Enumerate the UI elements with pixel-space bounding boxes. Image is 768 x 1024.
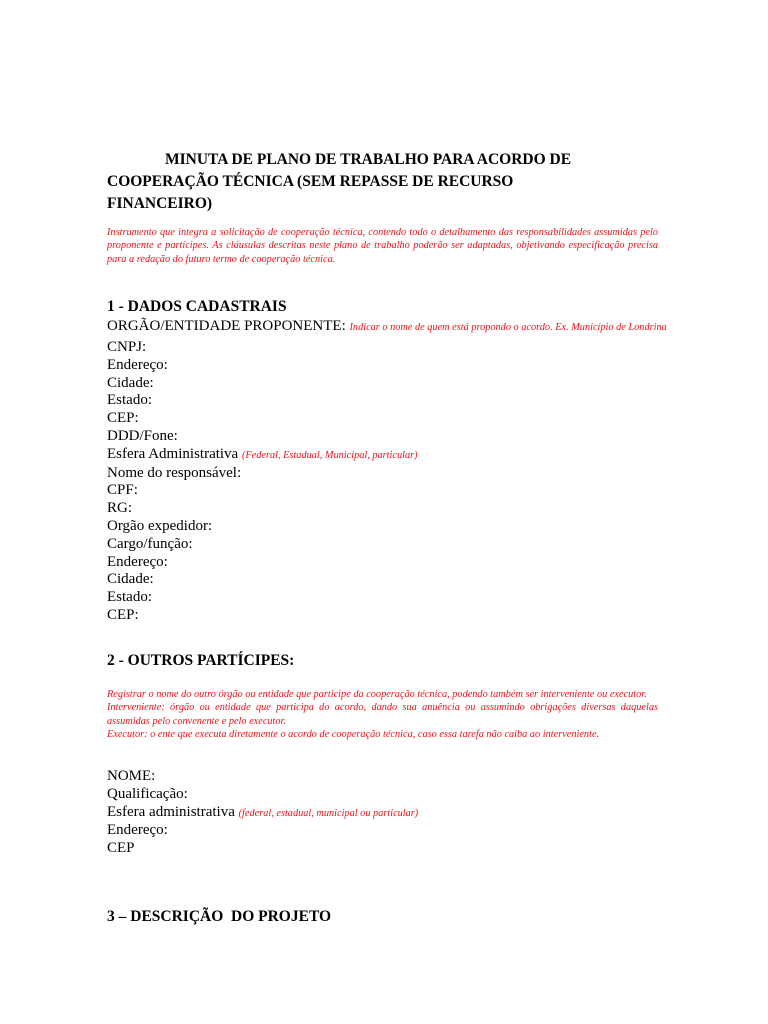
field-nome: NOME: xyxy=(107,768,156,784)
field-endereco-responsavel: Endereço: xyxy=(107,553,168,570)
esfera-label-2: Esfera administrativa xyxy=(107,803,235,820)
orgao-label: ORGÃO/ENTIDADE PROPONENTE: xyxy=(107,318,346,334)
field-rg: RG: xyxy=(107,500,133,517)
field-cnpj: CNPJ: xyxy=(107,339,147,355)
section-2-fields xyxy=(107,768,667,858)
field-ddd-fone: DDD/Fone: xyxy=(107,427,178,444)
field-esfera-administrativa-2 xyxy=(107,804,667,823)
field-cpf: CPF: xyxy=(107,482,138,499)
field-nome-responsavel: Nome do responsável: xyxy=(107,464,242,481)
esfera-note-2: (federal, estadual, municipal ou particular) xyxy=(238,807,419,819)
section-1-fields xyxy=(107,318,667,625)
section-2-notes xyxy=(107,688,658,742)
field-cidade: Cidade: xyxy=(107,374,154,391)
note-interveniente: Interveniente: órgão ou entidade que participa do acordo, dando sua anuência ou assumindo obrigações diversas daquelas assumidas pelo convenente e pelo executor. xyxy=(107,702,658,727)
orgao-note: Indicar o nome de quem está propondo o acordo. Ex. Município de Londrina xyxy=(349,322,667,333)
section-2-heading: 2 - OUTROS PARTÍCIPES: xyxy=(107,652,295,669)
field-estado-responsavel: Estado: xyxy=(107,589,152,606)
field-cep-responsavel: CEP: xyxy=(107,606,139,623)
field-cep: CEP: xyxy=(107,410,139,427)
field-cep-2: CEP xyxy=(107,840,135,857)
esfera-note: (Federal, Estadual, Municipal, particular) xyxy=(241,449,418,461)
field-endereco: Endereço: xyxy=(107,356,168,373)
section-3-heading: 3 – DESCRIÇÃO DO PROJETO xyxy=(107,908,332,925)
title-line-1: MINUTA DE PLANO DE TRABALHO PARA ACORDO DE xyxy=(165,151,572,168)
intro-note: Instrumento que integra a solicitação de cooperação técnica, contendo todo o detalhamento das responsabilidades assumidas pelo proponente e partícipes. As cláusulas descritas neste plano de trabalho poderão ser adaptadas, objetivando especificação precisa para a redação do futuro termo de cooperação técnica. xyxy=(107,227,658,265)
field-orgao-expedidor: Orgão expedidor: xyxy=(107,517,213,534)
field-cargo-funcao: Cargo/função: xyxy=(107,535,193,552)
field-qualificacao: Qualificação: xyxy=(107,785,188,802)
esfera-label: Esfera Administrativa xyxy=(107,445,239,462)
title-line-2: COOPERAÇÃO TÉCNICA (SEM REPASSE DE RECURSO FINANCEIRO) xyxy=(107,173,514,212)
note-executor: Executor: o ente que executa diretamente o acordo de cooperação técnica, caso essa tarefa não caiba ao interveniente. xyxy=(107,729,600,741)
section-1-heading: 1 - DADOS CADASTRAIS xyxy=(107,298,287,315)
field-cidade-responsavel: Cidade: xyxy=(107,571,154,588)
field-estado: Estado: xyxy=(107,392,152,409)
field-endereco-2: Endereço: xyxy=(107,822,168,839)
field-esfera-administrativa xyxy=(107,446,667,465)
note-registrar: Registrar o nome do outro órgão ou entidade que participe da cooperação técnica, podendo também ser interveniente ou executor. xyxy=(107,689,647,700)
orgao-field xyxy=(107,318,667,336)
document-title xyxy=(107,149,607,215)
